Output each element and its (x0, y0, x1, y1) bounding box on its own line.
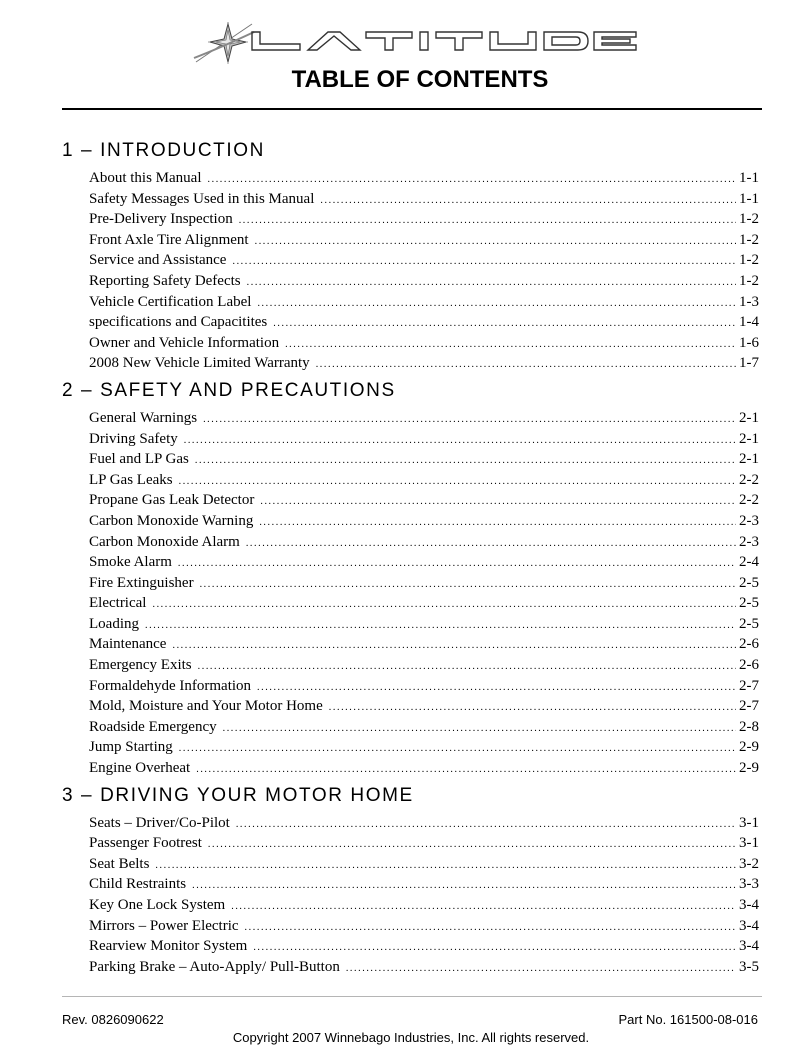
toc-entry-page: 1-3 (739, 293, 759, 310)
toc-entry[interactable] (89, 353, 759, 374)
toc-entry-page: 3-4 (739, 938, 759, 955)
toc-entry[interactable] (89, 511, 759, 532)
dot-leader (236, 815, 736, 836)
section-heading: 1 – INTRODUCTION (62, 140, 265, 161)
toc-entry-page: 2-7 (739, 698, 759, 715)
dot-leader (257, 294, 736, 315)
toc-entry-title: Safety Messages Used in this Manual (89, 190, 315, 207)
toc-entry-page: 2-6 (739, 636, 759, 653)
dot-leader (257, 678, 736, 699)
toc-entry[interactable] (89, 408, 759, 429)
section-heading: 2 – SAFETY AND PRECAUTIONS (62, 379, 396, 401)
toc-entry-title: Reporting Safety Defects (89, 272, 241, 289)
toc-entry-page: 2-3 (739, 533, 759, 550)
dot-leader (223, 719, 736, 740)
title-divider (62, 108, 762, 110)
toc-entry[interactable] (89, 854, 759, 875)
toc-section (62, 380, 759, 779)
dot-leader (246, 534, 736, 555)
toc-entry-title: Fire Extinguisher (89, 574, 194, 591)
dot-leader (346, 959, 736, 980)
dot-leader (155, 856, 736, 877)
toc-entry-title: Mirrors – Power Electric (89, 917, 239, 934)
dot-leader (208, 170, 737, 191)
toc-entry-page: 3-2 (739, 855, 759, 872)
toc-entry[interactable] (89, 312, 759, 333)
toc-entry[interactable] (89, 230, 759, 251)
toc-entry-page: 3-3 (739, 876, 759, 893)
toc-entry-page: 3-4 (739, 897, 759, 913)
dot-leader (329, 698, 736, 719)
toc-entry-page: 2-9 (739, 760, 759, 777)
toc-entry[interactable] (89, 696, 759, 717)
dot-leader (245, 918, 736, 939)
toc-entry-title: General Warnings (89, 409, 198, 426)
toc-entry[interactable] (89, 957, 759, 978)
toc-entry-title: Propane Gas Leak Detector (89, 492, 255, 509)
dot-leader (198, 657, 736, 678)
toc-entry-page: 1-2 (739, 272, 759, 289)
copyright-notice: Copyright 2007 Winnebago Industries, Inc. All rights reserved. (232, 1030, 590, 1045)
toc-entry-title: 2008 New Vehicle Limited Warranty (89, 355, 310, 372)
toc-entry-title: Seats – Driver/Co-Pilot (89, 814, 230, 831)
toc-section (62, 140, 759, 374)
section-heading: 3 – DRIVING YOUR MOTOR HOME (62, 784, 414, 806)
toc-entry-page: 2-2 (739, 492, 759, 509)
dot-leader (184, 431, 736, 452)
toc-entry[interactable] (89, 655, 759, 676)
dot-leader (196, 760, 736, 781)
toc-entry[interactable] (89, 449, 759, 470)
toc-entry[interactable] (89, 573, 759, 594)
latitude-logo (190, 18, 640, 68)
toc-entry-title: Rearview Monitor System (89, 938, 248, 955)
toc-entry[interactable] (89, 532, 759, 553)
toc-entry-page: 1-6 (739, 334, 759, 351)
dot-leader (273, 314, 736, 335)
toc-entry-page: 1-4 (739, 314, 759, 331)
toc-entry[interactable] (89, 292, 759, 313)
toc-entry-page: 1-7 (739, 355, 759, 372)
dot-leader (208, 835, 736, 856)
part-number: Part No. 161500-08-016 (618, 1012, 758, 1027)
toc-entry[interactable] (89, 717, 759, 738)
toc-entry-title: Smoke Alarm (89, 554, 172, 571)
toc-entry[interactable] (89, 250, 759, 271)
toc-entry[interactable] (89, 429, 759, 450)
toc-entry-title: Carbon Monoxide Alarm (89, 533, 240, 550)
toc-entry-title: Front Axle Tire Alignment (89, 231, 249, 248)
toc-entry[interactable] (89, 758, 759, 779)
toc-entry-page: 3-1 (739, 835, 759, 852)
toc-entry-page: 1-1 (739, 170, 759, 186)
toc-entry-title: Electrical (89, 595, 147, 612)
dot-leader (192, 876, 736, 897)
dot-leader (179, 472, 736, 493)
toc-entry-page: 2-6 (739, 657, 759, 674)
dot-leader (200, 575, 736, 596)
toc-entry-title: Loading (89, 615, 139, 632)
toc-entry-title: Child Restraints (89, 876, 187, 893)
toc-entry-page: 3-5 (739, 958, 759, 975)
toc-entry-title: Engine Overheat (89, 760, 191, 777)
dot-leader (231, 897, 736, 918)
page-title: TABLE OF CONTENTS (291, 66, 549, 93)
toc-entry-title: Fuel and LP Gas (89, 451, 189, 468)
dot-leader (152, 595, 736, 616)
toc-entry-page: 3-1 (739, 814, 759, 831)
toc-entry-page: 1-2 (739, 252, 759, 269)
toc-entry-page: 1-2 (739, 231, 759, 248)
toc-entry-page: 2-5 (739, 595, 759, 612)
dot-leader (239, 211, 736, 232)
dot-leader (203, 410, 736, 431)
toc-entry-page: 1-1 (739, 190, 759, 207)
toc-entry-title: Passenger Footrest (89, 835, 202, 852)
toc-entry[interactable] (89, 634, 759, 655)
toc-entry-page: 1-2 (739, 211, 759, 228)
toc-entry[interactable] (89, 936, 759, 957)
dot-leader (145, 616, 736, 637)
toc-entry-page: 2-2 (739, 471, 759, 488)
toc-entry[interactable] (89, 552, 759, 573)
dot-leader (178, 554, 736, 575)
toc-entry-page: 2-1 (739, 430, 759, 447)
toc-entry-title: Formaldehyde Information (89, 677, 252, 694)
toc-entry[interactable] (89, 833, 759, 854)
toc-entry[interactable] (89, 470, 759, 491)
toc-entry[interactable] (89, 874, 759, 895)
dot-leader (172, 636, 736, 657)
toc-entry[interactable] (89, 271, 759, 292)
toc-entry-title: Carbon Monoxide Warning (89, 512, 254, 529)
toc-entry-page: 2-3 (739, 512, 759, 529)
toc-entry[interactable] (89, 490, 759, 511)
toc-entry-title: Owner and Vehicle Information (89, 334, 280, 351)
toc-entry-title: Emergency Exits (89, 657, 192, 674)
dot-leader (247, 273, 736, 294)
toc-entry-page: 2-5 (739, 574, 759, 591)
dot-leader (195, 451, 736, 472)
toc-entry-title: Maintenance (89, 636, 167, 653)
toc-entry-page: 2-8 (739, 718, 759, 735)
toc-entry-title: Service and Assistance (89, 252, 227, 269)
toc-entry-title: specifications and Capacitites (89, 314, 268, 331)
toc-entry-title: Jump Starting (89, 739, 173, 756)
toc-entry-page: 2-5 (739, 615, 759, 632)
toc-entry[interactable] (89, 916, 759, 937)
toc-entry-title: Driving Safety (89, 430, 178, 447)
toc-entry-page: 2-1 (739, 451, 759, 468)
toc-entry[interactable] (89, 168, 759, 189)
toc-entry[interactable] (89, 737, 759, 758)
toc-entry[interactable] (89, 593, 759, 614)
table-of-contents (62, 140, 759, 983)
dot-leader (232, 252, 736, 273)
toc-entry-title: Mold, Moisture and Your Motor Home (89, 698, 323, 715)
toc-section (62, 785, 759, 978)
toc-entry-title: Seat Belts (89, 855, 150, 872)
toc-entry[interactable] (89, 333, 759, 354)
dot-leader (285, 335, 736, 356)
toc-entry-title: Pre-Delivery Inspection (89, 211, 233, 228)
compass-star-logo-icon (190, 18, 640, 68)
dot-leader (179, 739, 736, 760)
toc-entry-title: LP Gas Leaks (89, 471, 173, 488)
dot-leader (316, 355, 736, 376)
toc-entry-title: About this Manual (89, 170, 202, 186)
dot-leader (255, 232, 736, 253)
dot-leader (320, 191, 736, 212)
toc-entry-page: 2-4 (739, 554, 759, 571)
toc-entry-title: Parking Brake – Auto-Apply/ Pull-Button (89, 958, 340, 975)
toc-entry-page: 2-7 (739, 677, 759, 694)
toc-entry[interactable] (89, 676, 759, 697)
toc-entry-page: 2-9 (739, 739, 759, 756)
footer-divider (62, 996, 762, 997)
toc-entry[interactable] (89, 813, 759, 834)
revision-number: Rev. 0826090622 (62, 1012, 164, 1027)
toc-entry-title: Roadside Emergency (89, 718, 217, 735)
toc-entry-page: 2-1 (739, 409, 759, 426)
toc-entry[interactable] (89, 189, 759, 210)
dot-leader (260, 492, 736, 513)
dot-leader (253, 938, 736, 959)
toc-entry-title: Key One Lock System (89, 897, 226, 913)
toc-entry[interactable] (89, 614, 759, 635)
toc-entry[interactable] (89, 895, 759, 916)
toc-entry[interactable] (89, 209, 759, 230)
toc-entry-page: 3-4 (739, 917, 759, 934)
dot-leader (259, 513, 736, 534)
toc-entry-title: Vehicle Certification Label (89, 293, 252, 310)
